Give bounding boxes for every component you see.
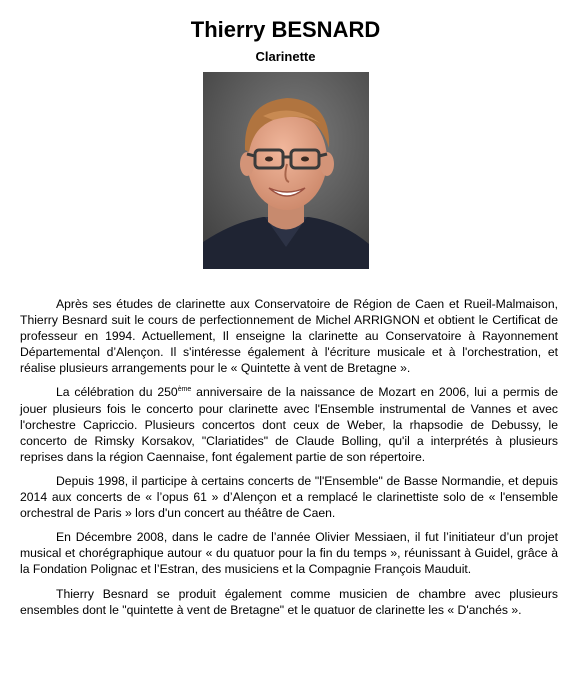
instrument-subtitle: Clarinette [255, 49, 316, 64]
bio-paragraph-5: Thierry Besnard se produit également comme musicien de chambre avec plusieurs ensembles dont le "quintette à vent de Bretagne" et le quatuor de clarinette les « D'anchés ». [20, 586, 558, 617]
bio-paragraph-4: En Décembre 2008, dans le cadre de l’année Olivier Messiaen, il fut l’initiateur d’un projet musical et chorégraphique autour « du quatuor pour la fin du temps », réunissant à Guidel, grâce à la Fondation Polignac et l’Estran, des musiciens et la Compagnie François Mauduit. [20, 530, 558, 577]
bio-paragraph-1: Après ses études de clarinette aux Conservatoire de Région de Caen et Rueil-Malmaison, Thierry Besnard suit le cours de perfectionnement de Michel ARRIGNON et obtient le Certificat de professeur en 1994. Actuellement, Il enseigne la clarinette au Conservatoire à Rayonnement Départemental d’Alençon. Il s'intéresse également à l'écriture musicale et à l'orchestration, et réalise plusieurs arrangements pour le « Quintette à vent de Bretagne ». [20, 297, 558, 376]
portrait-photo [203, 72, 369, 269]
bio-paragraph-2: La célébration du 250ème anniversaire de la naissance de Mozart en 2006, lui a permis de jouer plusieurs fois le concerto pour clarinette avec l'Ensemble instrumental de Vannes et avec l'orchestre Capriccio. Plusieurs concertos dont ceux de Weber, la rhapsodie de Debussy, le concerto de Rimsky Korsakov, "Clariatides" de Claude Bolling, qu'il a interprétés à plusieurs reprises dans la région Caennaise, font également partie de son répertoire. [20, 385, 558, 464]
bio-paragraph-3: Depuis 1998, il participe à certains concerts de "l'Ensemble" de Basse Normandie, et depuis 2014 aux concerts de « l’opus 61 » d’Alençon et a remplacé le clarinettiste solo de « l'ensemble orchestral de Paris » lors d'un concert au théâtre de Caen. [20, 473, 558, 521]
biography [20, 296, 558, 626]
page-title: Thierry BESNARD [190, 17, 381, 42]
